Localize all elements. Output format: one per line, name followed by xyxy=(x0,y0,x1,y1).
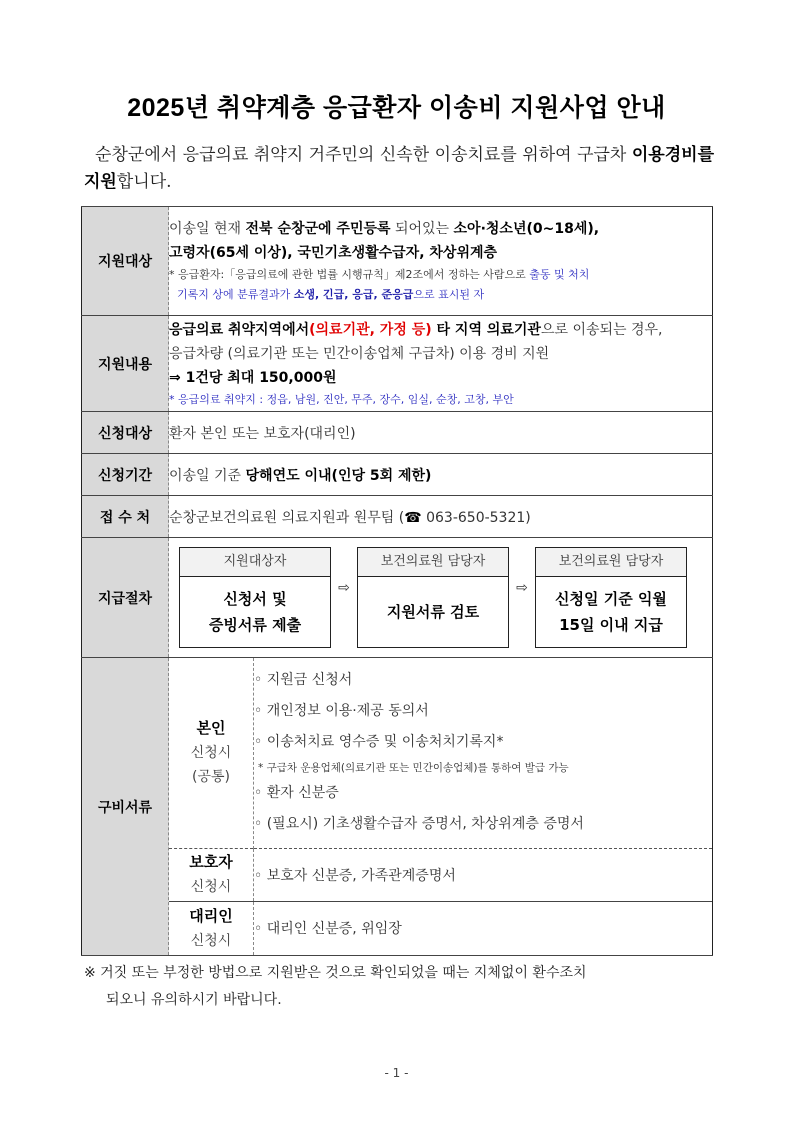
row-label: 신청기간 xyxy=(82,454,169,496)
flow-step xyxy=(357,547,509,648)
row-documents xyxy=(82,658,713,956)
docs-items xyxy=(254,848,713,901)
text: 전북 순창군에 주민등록 xyxy=(245,221,391,237)
flow-step xyxy=(535,547,687,648)
docs-sub-label xyxy=(169,658,254,848)
flow-step xyxy=(179,547,331,648)
text: 으로 이송되는 경우, xyxy=(540,321,663,338)
note-text: * 응급환자:「응급의료에 관한 법률 시행규칙」제2조에서 정하는 사람으로 xyxy=(169,268,530,281)
text: 신청시 xyxy=(190,932,232,949)
text: 고령자(65세 이상), 국민기초생활수급자, 차상위계층 xyxy=(169,245,498,261)
note-text: 으로 표시된 자 xyxy=(413,288,485,301)
row-value: 환자 본인 또는 보호자(대리인) xyxy=(169,412,713,454)
intro-text-end: 합니다. xyxy=(116,172,172,192)
row-applicant xyxy=(82,412,713,454)
warning-line: 되오니 유의하시기 바랍니다. xyxy=(106,992,282,1008)
text: 되어있는 xyxy=(390,221,454,237)
note-text: * 구급차 운용업체(의료기관 또는 민간이송업체)를 통하여 발급 가능 xyxy=(258,762,569,775)
row-value xyxy=(169,454,713,496)
text: 신청시 xyxy=(190,879,232,895)
text: (공통) xyxy=(192,769,230,786)
row-period xyxy=(82,454,713,496)
row-procedure xyxy=(82,538,713,658)
list-item: ◦ 환자 신분증 xyxy=(254,785,339,802)
text: 본인 xyxy=(196,719,226,738)
text: 증빙서류 제출 xyxy=(208,616,302,634)
list-item: ◦ 이송처치료 영수증 및 이송처치기록지* xyxy=(254,734,504,751)
docs-items xyxy=(254,901,713,955)
documents-table xyxy=(169,658,712,955)
row-target xyxy=(82,207,713,316)
docs-self xyxy=(169,658,712,848)
docs-sub-label xyxy=(169,848,254,901)
amount-text: ⇒ 1건당 최대 150,000원 xyxy=(169,369,337,386)
row-value xyxy=(169,496,713,538)
page-number: - 1 - xyxy=(384,1066,409,1080)
page-title: 2025년 취약계층 응급환자 이송비 지원사업 안내 xyxy=(127,94,666,122)
intro-text: 순창군에서 응급의료 취약지 거주민의 신속한 이송치료를 위하여 구급차 xyxy=(95,145,627,165)
row-office xyxy=(82,496,713,538)
text: 이송일 기준 xyxy=(169,467,246,484)
text: 보호자 xyxy=(189,853,233,871)
text: 신청일 기준 익월 xyxy=(555,590,667,608)
text: (의료기관, 가정 등) xyxy=(309,321,432,338)
list-item: ◦ (필요시) 기초생활수급자 증명서, 차상위계층 증명서 xyxy=(254,816,584,833)
row-label: 지원대상 xyxy=(82,207,169,316)
text: 소아·청소년(0~18세), xyxy=(453,221,600,237)
flow-step-head: 보건의료원 담당자 xyxy=(358,548,508,577)
list-item: ◦ 개인정보 이용·제공 동의서 xyxy=(254,703,429,720)
docs-agent xyxy=(169,901,712,955)
row-content xyxy=(82,316,713,412)
list-item: ◦ 대리인 신분증, 위임장 xyxy=(254,921,402,938)
text: 응급차량 (의료기관 또는 민간이송업체 구급차) 이용 경비 지원 xyxy=(169,345,550,362)
row-label: 신청대상 xyxy=(82,412,169,454)
docs-sub-label xyxy=(169,901,254,955)
docs-items xyxy=(254,658,713,848)
info-table xyxy=(81,206,713,956)
text: 대리인 xyxy=(189,906,233,925)
row-label: 구비서류 xyxy=(82,658,169,956)
arrow-right-icon: ⇨ xyxy=(338,579,350,596)
text: 신청서 및 xyxy=(223,590,287,608)
flow-step-body xyxy=(536,577,686,647)
intro-paragraph xyxy=(84,142,714,196)
note-text: * 응급의료 취약지 : 정읍, 남원, 진안, 무주, 장수, 임실, 순창, 고창, 부안 xyxy=(169,392,514,406)
note-text: 기록지 상에 분류결과가 xyxy=(177,288,294,301)
intro-bold: 이용경비를 지원 xyxy=(84,145,714,192)
text: 지원서류 검토 xyxy=(386,603,480,621)
row-label: 지급절차 xyxy=(82,538,169,658)
text: 응급의료 취약지역에서 xyxy=(169,321,310,338)
row-value xyxy=(169,207,713,316)
row-label: 지원내용 xyxy=(82,316,169,412)
arrow-right-icon: ⇨ xyxy=(516,579,528,596)
warning-line: ※ 거짓 또는 부정한 방법으로 지원받은 것으로 확인되었을 때는 지체없이 환수조치 xyxy=(84,965,587,981)
text: 신청시 xyxy=(190,745,232,762)
text: 당해연도 이내(인당 5회 제한) xyxy=(245,467,432,484)
list-item: ◦ 지원금 신청서 xyxy=(254,672,353,689)
text: 타 지역 의료기관 xyxy=(431,321,541,338)
docs-guardian xyxy=(169,848,712,901)
flow-step-head: 보건의료원 담당자 xyxy=(536,548,686,577)
row-label: 접 수 처 xyxy=(82,496,169,538)
row-value xyxy=(169,316,713,412)
row-value xyxy=(169,538,713,658)
note-text: 소생, 긴급, 응급, 준응급 xyxy=(293,288,414,301)
flow-step-body xyxy=(180,577,330,647)
list-item: ◦ 보호자 신분증, 가족관계증명서 xyxy=(254,867,456,884)
text: 이송일 현재 xyxy=(169,221,246,237)
row-value xyxy=(169,658,713,956)
procedure-flow xyxy=(169,539,712,656)
flow-step-body xyxy=(358,577,508,647)
note-text: 출동 및 처치 xyxy=(529,268,590,281)
text: 15일 이내 지급 xyxy=(559,616,663,634)
warning-note xyxy=(84,960,714,1014)
phone-number: 063-650-5321) xyxy=(421,509,531,526)
text: 순창군보건의료원 의료지원과 원무팀 ( xyxy=(169,509,405,526)
flow-step-head: 지원대상자 xyxy=(180,548,330,577)
phone-icon: ☎ xyxy=(404,509,422,526)
